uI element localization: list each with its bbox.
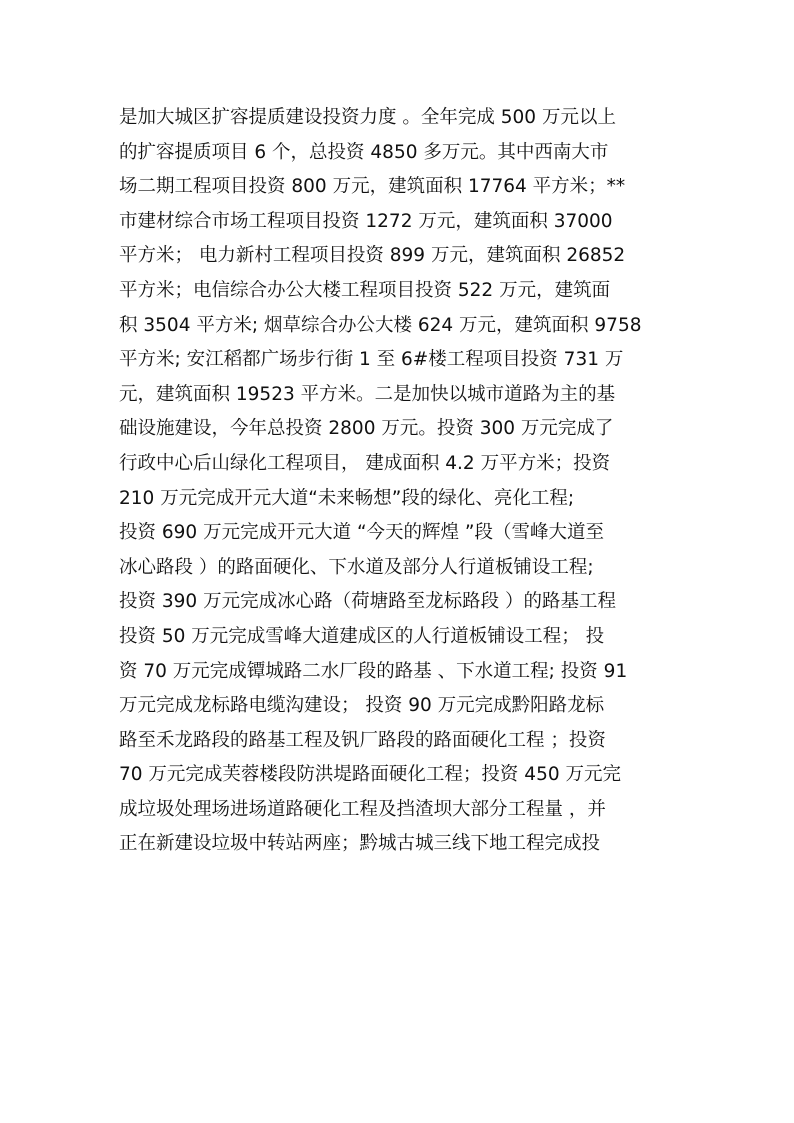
text-line: 的扩容提质项目 6 个，总投资 4850 多万元。其中西南大市 <box>119 141 609 163</box>
text-line: 210 万元完成开元大道“未来畅想”段的绿化、亮化工程; <box>119 487 575 509</box>
text-line: 市建材综合市场工程项目投资 1272 万元，建筑面积 37000 <box>119 210 613 232</box>
text-line: 70 万元完成芙蓉楼段防洪堤路面硬化工程；投资 450 万元完 <box>119 764 621 786</box>
text-line: 积 3504 平方米; 烟草综合办公大楼 624 万元，建筑面积 9758 <box>119 314 642 336</box>
text-line: 元，建筑面积 19523 平方米。二是加快以城市道路为主的基 <box>119 383 616 405</box>
text-line: 是加大城区扩容提质建设投资力度 。全年完成 500 万元以上 <box>119 107 616 128</box>
text-line: 资 70 万元完成镡城路二水厂段的路基 、下水道工程; 投资 91 <box>119 660 628 682</box>
text-line: 行政中心后山绿化工程项目， 建成面积 4.2 万平方米；投资 <box>119 452 611 474</box>
text-line: 平方米； 电力新村工程项目投资 899 万元，建筑面积 26852 <box>119 245 626 267</box>
text-line: 平方米; 安江稻都广场步行街 1 至 6#楼工程项目投资 731 万 <box>119 349 624 371</box>
text-line: 投资 50 万元完成雪峰大道建成区的人行道板铺设工程； 投 <box>119 625 605 647</box>
text-line: 路至禾龙路段的路基工程及钒厂路段的路面硬化工程 ；投资 <box>119 729 606 751</box>
text-line: 场二期工程项目投资 800 万元，建筑面积 17764 平方米；** <box>119 176 626 198</box>
text-line: 础设施建设，今年总投资 2800 万元。投资 300 万元完成了 <box>119 418 614 440</box>
text-line: 万元完成龙标路电缆沟建设； 投资 90 万元完成黔阳路龙标 <box>119 695 605 717</box>
body-text <box>119 101 679 862</box>
text-line: 成垃圾处理场进场道路硬化工程及挡渣坝大部分工程量 ，并 <box>119 798 606 820</box>
text-line: 冰心路段 ）的路面硬化、下水道及部分人行道板铺设工程; <box>119 556 594 578</box>
text-line: 平方米；电信综合办公大楼工程项目投资 522 万元，建筑面 <box>119 279 611 301</box>
text-line: 正在新建设垃圾中转站两座；黔城古城三线下地工程完成投 <box>119 833 601 855</box>
text-line: 投资 390 万元完成冰心路（荷塘路至龙标路段 ）的路基工程 <box>119 591 616 613</box>
text-line: 投资 690 万元完成开元大道 “今天的辉煌 ”段（雪峰大道至 <box>119 522 605 544</box>
